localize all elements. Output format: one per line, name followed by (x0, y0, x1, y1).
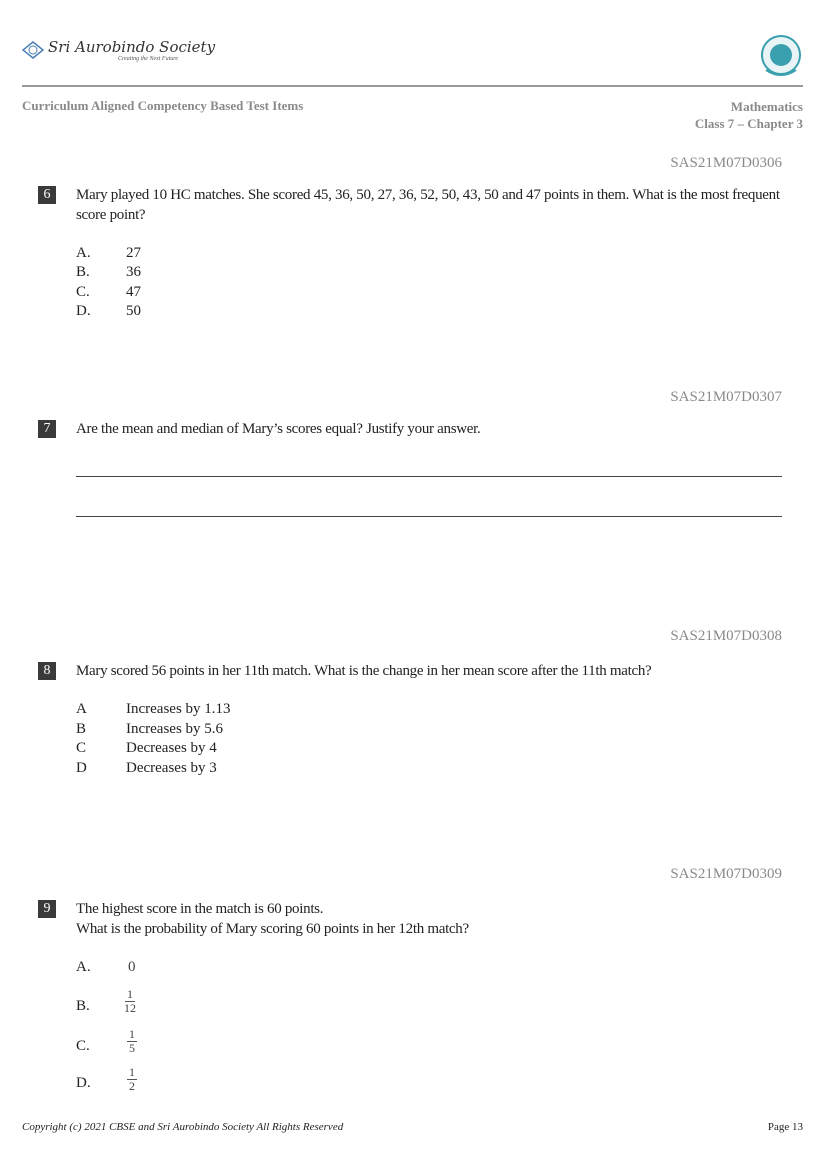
logo-emblem-icon (22, 41, 44, 59)
question-number: 9 (38, 900, 56, 918)
option-letter: C (76, 740, 87, 756)
option-letter: B (76, 721, 87, 737)
question-code: SAS21M07D0308 (670, 628, 782, 644)
option-value: Increases by 5.6 (126, 721, 224, 737)
header-rule (22, 85, 803, 87)
header-title: Curriculum Aligned Competency Based Test Items (22, 98, 304, 113)
question-text: Mary scored 56 points in her 11th match. What is the change in her mean score after the 11th match? (76, 663, 652, 679)
option-letter: B. (76, 998, 90, 1014)
option-fraction (127, 1066, 137, 1093)
denominator: 12 (124, 1001, 136, 1015)
denominator: 2 (129, 1079, 135, 1093)
question-code: SAS21M07D0306 (670, 155, 782, 171)
denominator: 5 (129, 1041, 135, 1055)
option-value: 47 (126, 284, 141, 300)
option-letter: C. (76, 1038, 90, 1054)
numerator: 1 (129, 1027, 135, 1041)
question-number: 7 (38, 420, 56, 438)
question-number: 8 (38, 662, 56, 680)
copyright-footer: Copyright (c) 2021 CBSE and Sri Aurobindo Society All Rights Reserved (22, 1121, 344, 1133)
option-letter: B. (76, 264, 90, 280)
question-text-line: What is the probability of Mary scoring 60 points in her 12th match? (76, 921, 469, 937)
option-value: Increases by 1.13 (126, 701, 231, 717)
option-value: Decreases by 4 (126, 740, 217, 756)
header-class-chapter: Class 7 – Chapter 3 (694, 116, 803, 131)
question-code: SAS21M07D0309 (670, 866, 782, 882)
option-fraction (124, 988, 136, 1015)
option-letter: A (76, 701, 87, 717)
option-letter: C. (76, 284, 90, 300)
question-text: Are the mean and median of Mary’s scores equal? Justify your answer. (76, 421, 481, 437)
header-subject-block (695, 98, 803, 132)
logo-tagline: Creating the Next Future (118, 56, 179, 62)
question-number: 6 (38, 186, 56, 204)
answer-line[interactable] (76, 476, 782, 477)
numerator: 1 (129, 1065, 135, 1079)
option-letter: D (76, 760, 87, 776)
question-text-line: The highest score in the match is 60 points. (76, 901, 324, 917)
option-letter: A. (76, 245, 91, 261)
option-fraction (127, 1028, 137, 1055)
page-number: Page 13 (767, 1121, 803, 1133)
option-value: Decreases by 3 (126, 760, 217, 776)
logo-text: Sri Aurobindo Society (48, 38, 216, 56)
question-code: SAS21M07D0307 (670, 389, 782, 405)
option-letter: D. (76, 1075, 91, 1091)
question-text (76, 899, 786, 939)
option-value: 0 (128, 959, 136, 975)
cbse-seal-icon (760, 34, 802, 80)
option-value: 36 (126, 264, 141, 280)
numerator: 1 (127, 987, 133, 1001)
option-letter: A. (76, 959, 91, 975)
sri-aurobindo-society-logo (22, 38, 215, 62)
question-text: Mary played 10 HC matches. She scored 45, 36, 50, 27, 36, 52, 50, 43, 50 and 47 points in them. What is the most frequent score point? (76, 187, 780, 223)
answer-line[interactable] (76, 516, 782, 517)
option-letter: D. (76, 303, 91, 319)
header-subject: Mathematics (730, 99, 803, 114)
option-value: 50 (126, 303, 141, 319)
option-value: 27 (126, 245, 141, 261)
